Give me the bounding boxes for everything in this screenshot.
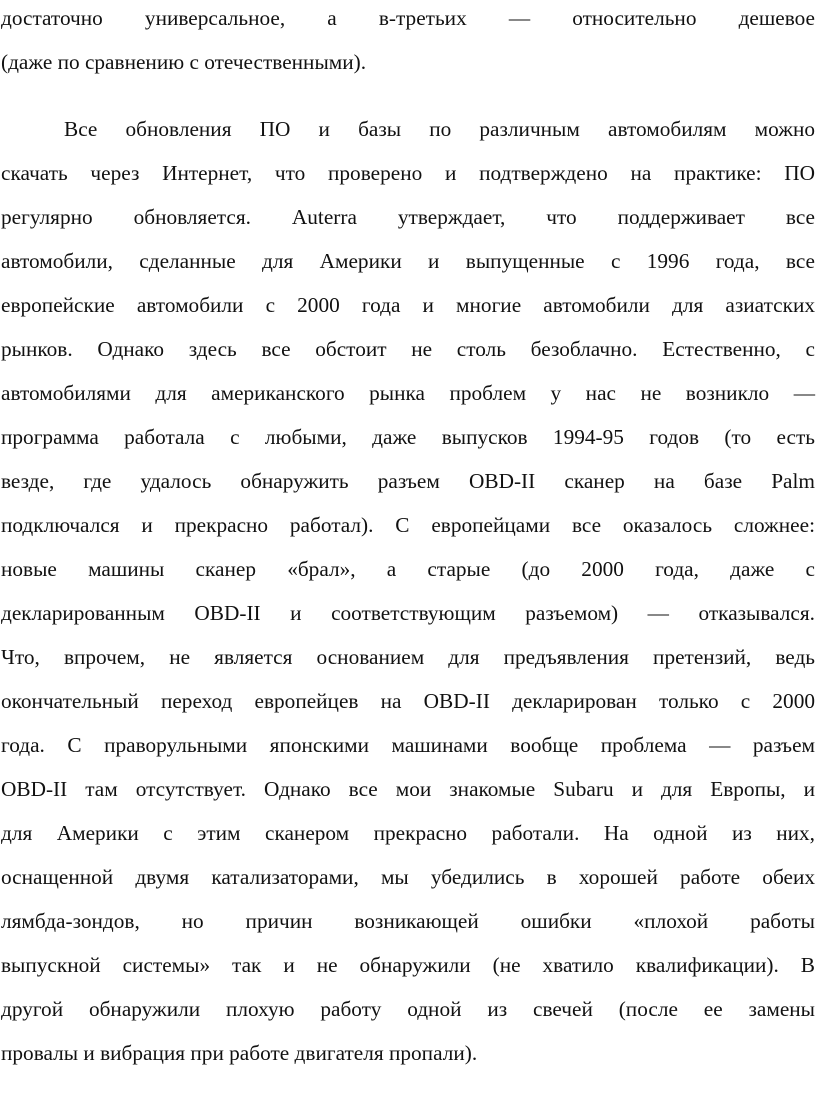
text-line: другой обнаружили плохую работу одной из свечей (после ее замены [1, 997, 815, 1021]
text-line: OBD-II там отсутствует. Однако все мои знакомые Subaru и для Европы, и [1, 777, 815, 801]
text-line: Что, впрочем, не является основанием для предъявления претензий, ведь [1, 645, 815, 669]
text-line: автомобили, сделанные для Америки и выпущенные с 1996 года, все [1, 249, 815, 273]
paragraph-1 [1, 0, 815, 84]
text-line: рынков. Однако здесь все обстоит не столь безоблачно. Естественно, с [1, 337, 815, 361]
text-line: новые машины сканер «брал», а старые (до 2000 года, даже с [1, 557, 815, 581]
text-line: автомобилями для американского рынка проблем у нас не возникло — [1, 381, 815, 405]
text-line: декларированным OBD-II и соответствующим разъемом) — отказывался. [1, 601, 815, 625]
text-line: достаточно универсальное, а в-третьих — относительно дешевое [1, 6, 815, 30]
text-line: везде, где удалось обнаружить разъем OBD-II сканер на базе Palm [1, 469, 815, 493]
text-line: европейские автомобили с 2000 года и многие автомобили для азиатских [1, 293, 815, 317]
text-line: выпускной системы» так и не обнаружили (не хватило квалификации). В [1, 953, 815, 977]
text-line: оснащенной двумя катализаторами, мы убедились в хорошей работе обеих [1, 865, 815, 889]
text-line: для Америки с этим сканером прекрасно работали. На одной из них, [1, 821, 815, 845]
text-line: Все обновления ПО и базы по различным автомобилям можно [64, 117, 815, 141]
text-line: окончательный переход европейцев на OBD-II декларирован только с 2000 [1, 689, 815, 713]
text-line: подключался и прекрасно работал). С европейцами все оказалось сложнее: [1, 513, 815, 537]
text-line: (даже по сравнению с отечественными). [1, 50, 367, 74]
text-line: скачать через Интернет, что проверено и подтверждено на практике: ПО [1, 161, 815, 185]
text-line: лямбда-зондов, но причин возникающей ошибки «плохой работы [1, 909, 815, 933]
text-line: года. С праворульными японскими машинами вообще проблема — разъем [1, 733, 815, 757]
text-line: регулярно обновляется. Auterra утверждает, что поддерживает все [1, 205, 815, 229]
text-line: провалы и вибрация при работе двигателя пропали). [1, 1041, 478, 1065]
text-line: программа работала с любыми, даже выпусков 1994-95 годов (то есть [1, 425, 815, 449]
paragraph-2 [1, 107, 815, 1075]
